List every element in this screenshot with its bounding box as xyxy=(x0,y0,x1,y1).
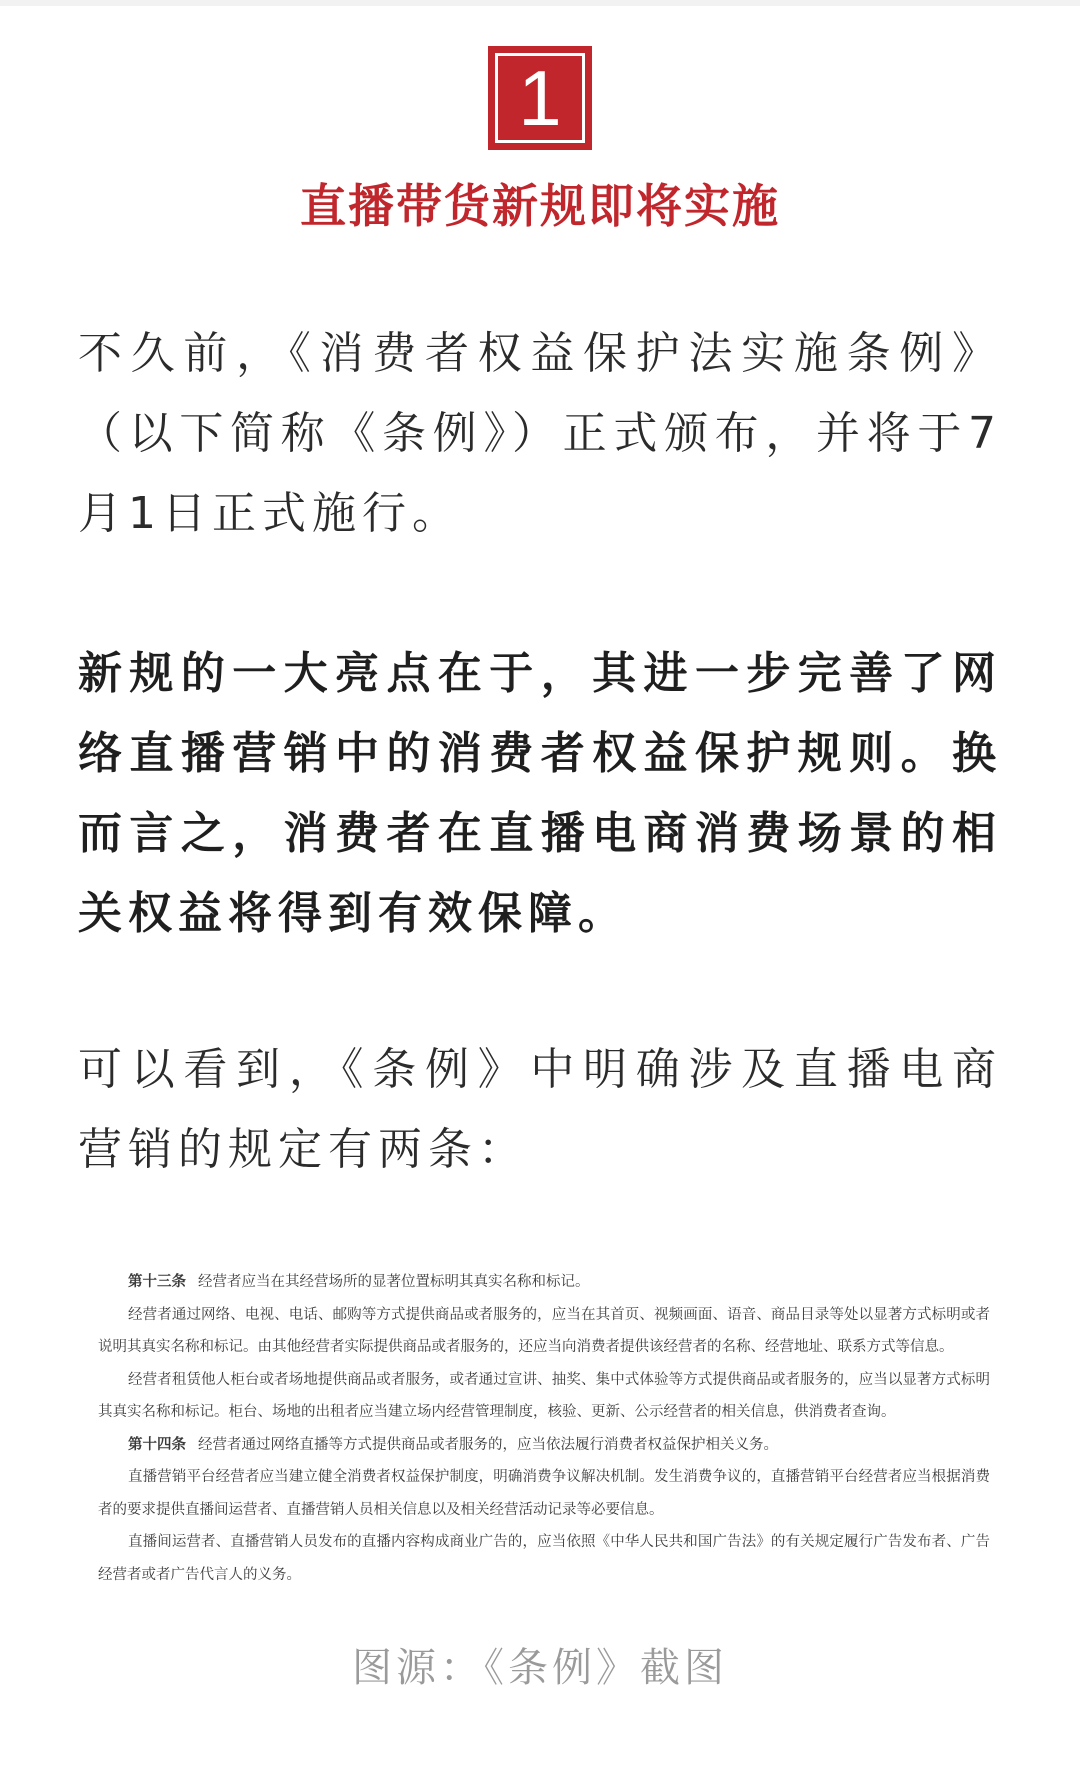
article-14-label: 第十四条 xyxy=(128,1436,186,1453)
article-paragraph-highlight: 新规的一大亮点在于，其进一步完善了网络直播营销中的消费者权益保护规则。换而言之，消费者在直播电商消费场景的相关权益将得到有效保障。 xyxy=(78,648,1002,939)
excerpt-article-14-clause-3: 直播间运营者、直播营销人员发布的直播内容构成商业广告的，应当依照《中华人民共和国广告法》的有关规定履行广告发布者、广告经营者或者广告代言人的义务。 xyxy=(98,1534,990,1583)
excerpt-article-13 xyxy=(98,1266,990,1299)
article-13-text: 经营者应当在其经营场所的显著位置标明其真实名称和标记。 xyxy=(198,1274,590,1290)
excerpt-article-14 xyxy=(98,1429,990,1462)
excerpt-article-13-clause-2: 经营者通过网络、电视、电话、邮购等方式提供商品或者服务的，应当在其首页、视频画面、语音、商品目录等处以显著方式标明或者说明其真实名称和标记。由其他经营者实际提供商品或者服务的，还应当向消费者提供该经营者的名称、经营地址、联系方式等信息。 xyxy=(98,1306,990,1355)
section-number-badge xyxy=(488,46,592,150)
section-title: 直播带货新规即将实施 xyxy=(300,179,780,233)
excerpt-article-14-clause-2: 直播营销平台经营者应当建立健全消费者权益保护制度，明确消费争议解决机制。发生消费争议的，直播营销平台经营者应当根据消费者的要求提供直播间运营者、直播营销人员相关信息以及相关经营活动记录等必要信息。 xyxy=(98,1469,990,1518)
excerpt-article-13-clause-3: 经营者租赁他人柜台或者场地提供商品或者服务，或者通过宣讲、抽奖、集中式体验等方式提供商品或者服务的，应当以显著方式标明其真实名称和标记。柜台、场地的出租者应当建立场内经营管理制度，核验、更新、公示经营者的相关信息，供消费者查询。 xyxy=(98,1371,990,1420)
image-caption: 图源：《条例》截图 xyxy=(352,1645,728,1691)
section-number: 1 xyxy=(518,54,562,142)
article-paragraph: 可以看到，《条例》中明确涉及直播电商营销的规定有两条： xyxy=(78,1044,1002,1175)
top-divider xyxy=(0,0,1080,6)
article-paragraph: 不久前，《消费者权益保护法实施条例》（以下简称《条例》）正式颁布，并将于7月1日正式施行。 xyxy=(78,328,1002,539)
regulation-excerpt-image xyxy=(98,1266,990,1591)
article-14-text: 经营者通过网络直播等方式提供商品或者服务的，应当依法履行消费者权益保护相关义务。 xyxy=(198,1436,778,1453)
article-13-label: 第十三条 xyxy=(128,1274,186,1290)
